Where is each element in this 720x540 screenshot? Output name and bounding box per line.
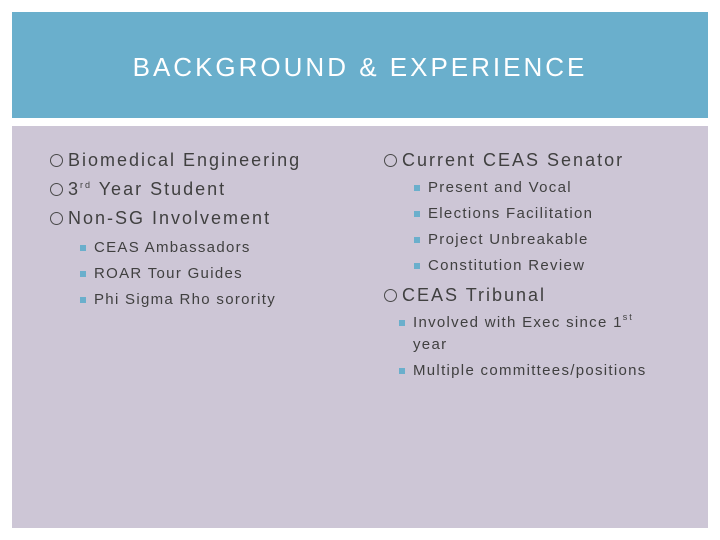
- hollow-circle-icon: [50, 183, 63, 196]
- slide-title: BACKGROUND & EXPERIENCE: [132, 51, 588, 82]
- item-involvement: Non-SG Involvement: [68, 208, 272, 228]
- square-bullet-icon: [414, 185, 420, 191]
- sub-list-item: [399, 360, 704, 382]
- sub-item-label: ROAR Tour Guides: [94, 265, 243, 282]
- sub-list-item: [414, 255, 704, 277]
- sub-list-item: [80, 237, 370, 259]
- year-number: 3: [68, 179, 81, 199]
- involvement-sublist: [80, 237, 370, 311]
- exec-text-cont: year: [413, 336, 448, 353]
- sub-item-label: Project Unbreakable: [428, 231, 589, 248]
- sub-list-item: [414, 203, 704, 225]
- square-bullet-icon: [414, 237, 420, 243]
- hollow-circle-icon: [50, 154, 63, 167]
- square-bullet-icon: [399, 368, 405, 374]
- exec-text: Involved with Exec since 1: [413, 314, 623, 331]
- sub-item-label: [413, 312, 634, 356]
- square-bullet-icon: [414, 263, 420, 269]
- list-item: [384, 281, 704, 310]
- left-column: [50, 146, 370, 311]
- exec-suffix: st: [622, 312, 634, 322]
- tribunal-sublist: [399, 312, 704, 382]
- content-panel: [12, 126, 708, 528]
- hollow-circle-icon: [50, 212, 63, 225]
- sub-item-label: Phi Sigma Rho sorority: [94, 291, 276, 308]
- square-bullet-icon: [399, 320, 405, 326]
- square-bullet-icon: [414, 211, 420, 217]
- year-suffix: rd: [80, 180, 93, 190]
- sub-list-item: [414, 229, 704, 251]
- list-item: [50, 175, 370, 204]
- square-bullet-icon: [80, 271, 86, 277]
- sub-item-label: CEAS Ambassadors: [94, 239, 251, 256]
- hollow-circle-icon: [384, 289, 397, 302]
- item-senator: Current CEAS Senator: [402, 150, 625, 170]
- right-column: [384, 146, 704, 382]
- list-item: [50, 204, 370, 233]
- sub-list-item: [399, 312, 704, 356]
- item-year: [68, 175, 226, 204]
- sub-item-label: Elections Facilitation: [428, 205, 594, 222]
- sub-list-item: [80, 289, 370, 311]
- square-bullet-icon: [80, 245, 86, 251]
- item-tribunal: CEAS Tribunal: [402, 285, 547, 305]
- sub-item-label: Present and Vocal: [428, 179, 572, 196]
- item-major: Biomedical Engineering: [68, 150, 302, 170]
- list-item: [384, 146, 704, 175]
- title-bar: [12, 12, 708, 118]
- sub-item-label: Multiple committees/positions: [413, 362, 647, 379]
- square-bullet-icon: [80, 297, 86, 303]
- hollow-circle-icon: [384, 154, 397, 167]
- senator-sublist: [414, 177, 704, 277]
- sub-item-label: Constitution Review: [428, 257, 586, 274]
- year-text: Year Student: [92, 179, 227, 199]
- list-item: [50, 146, 370, 175]
- sub-list-item: [80, 263, 370, 285]
- sub-list-item: [414, 177, 704, 199]
